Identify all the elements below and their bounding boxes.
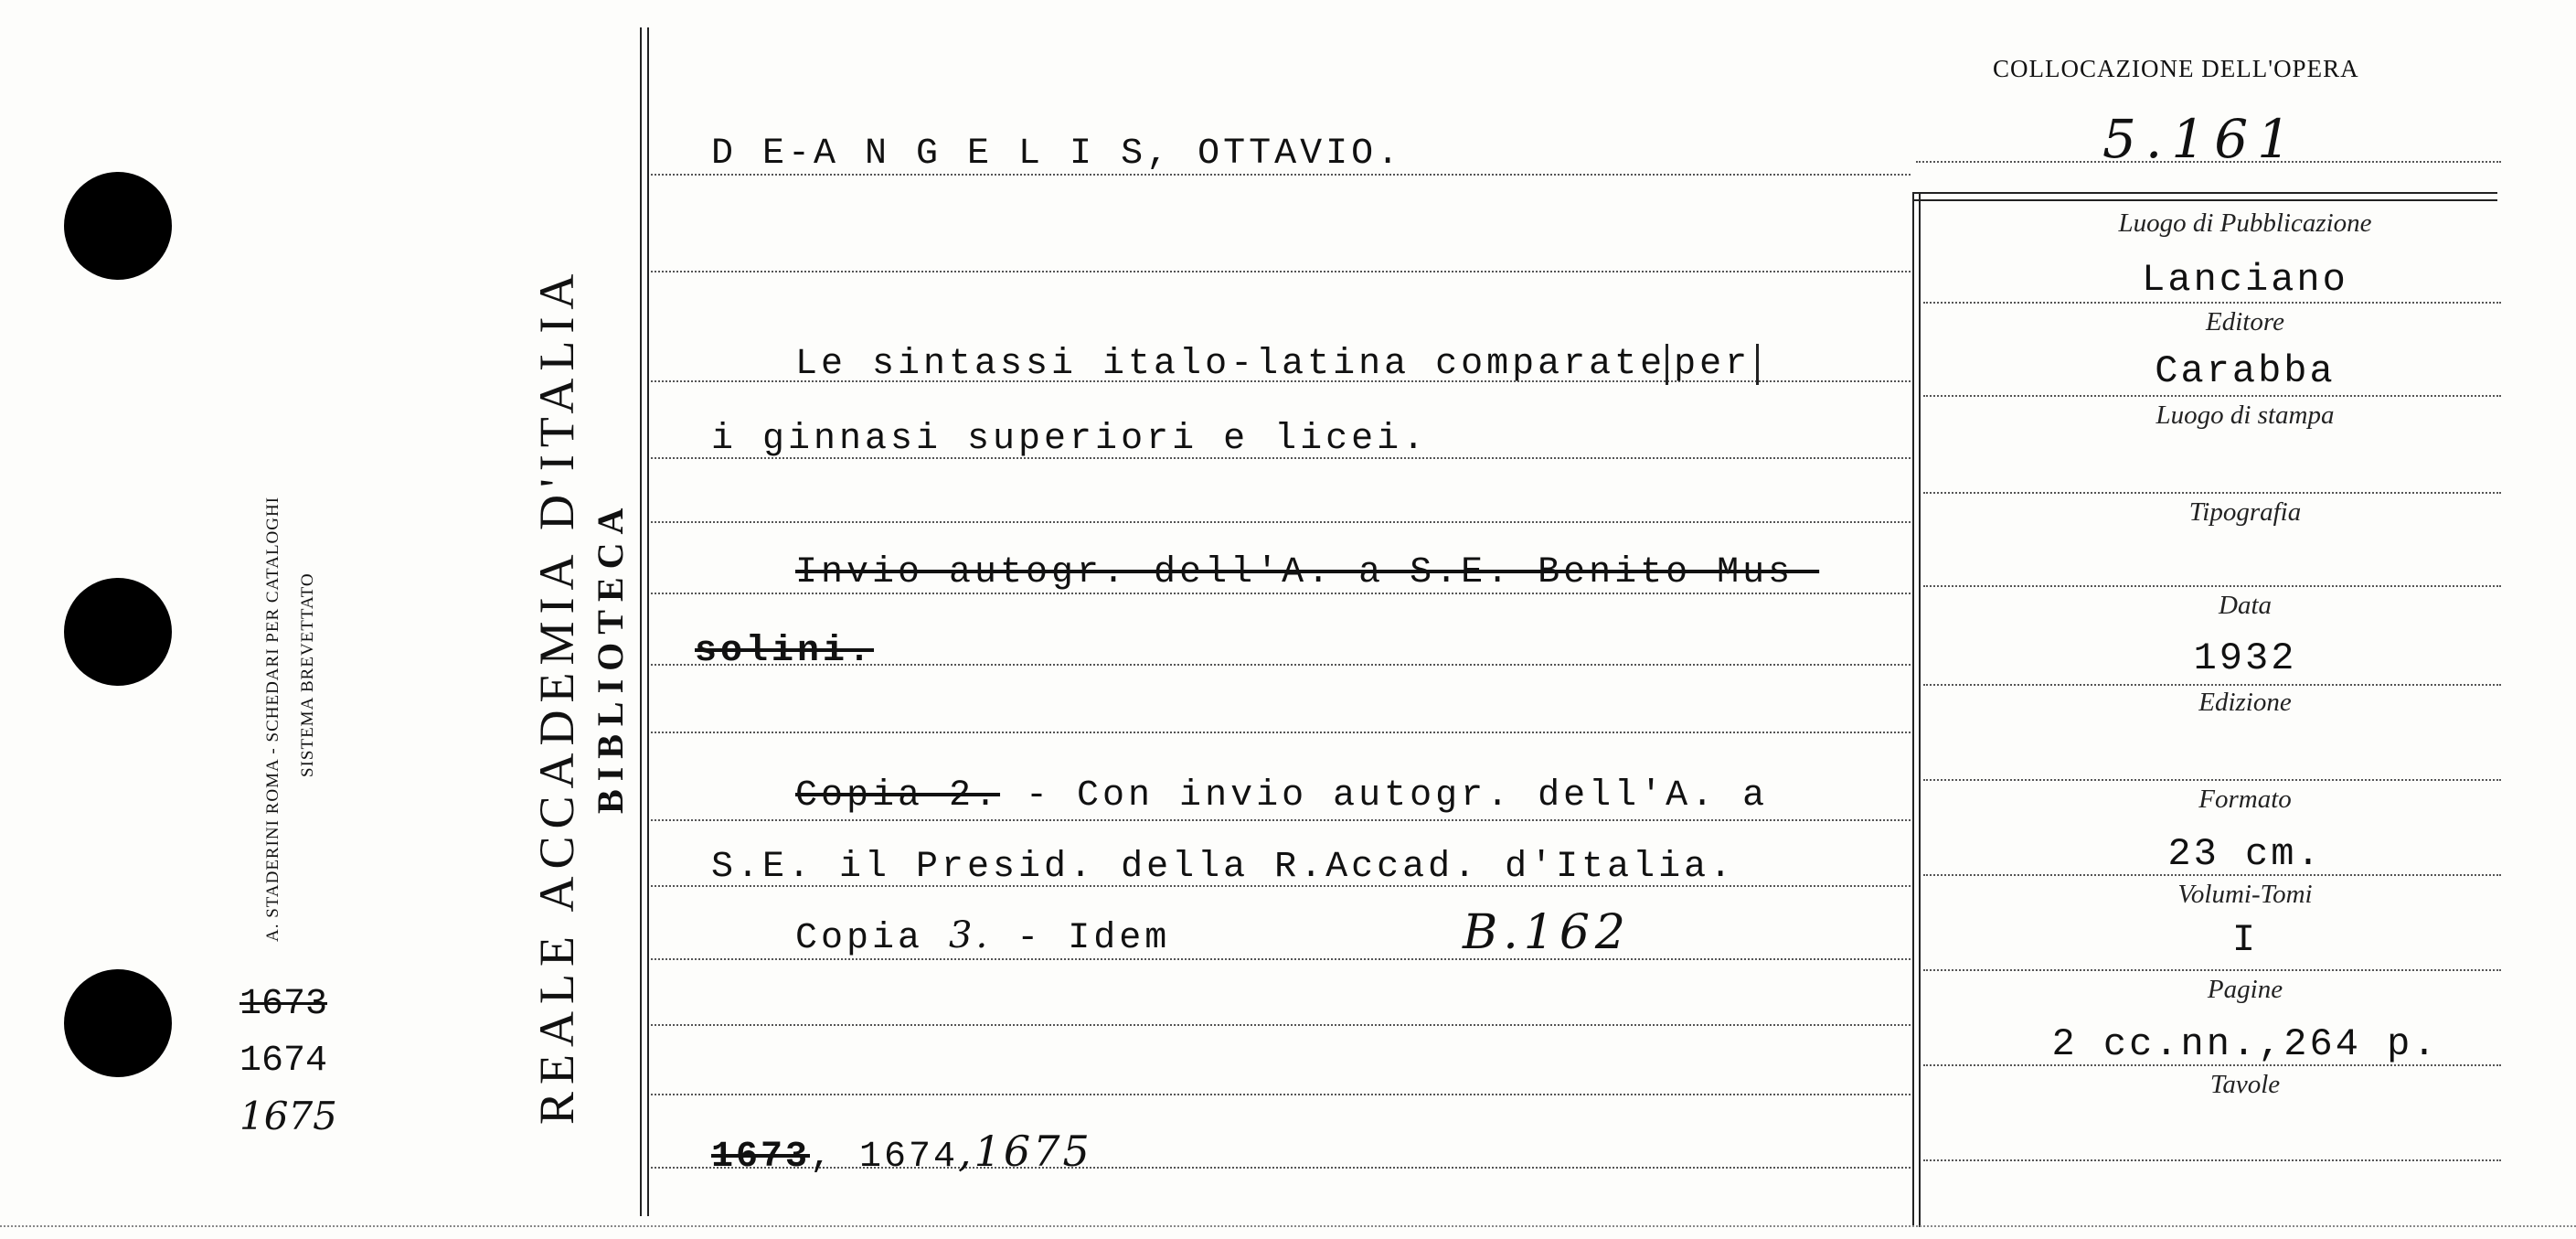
main-line: [651, 1094, 1911, 1095]
copy-3-text: - Idem: [991, 918, 1171, 959]
printer-credit: [263, 497, 283, 942]
struck-note-line-1: Invio autogr. dell'A. a S.E. Benito Mus-: [795, 552, 1820, 593]
formato-value: 23 cm.: [2167, 832, 2323, 876]
luogo-pubblicazione-label: Luogo di Pubblicazione: [2118, 208, 2372, 238]
editore-value: Carabba: [2155, 349, 2336, 393]
panel-rule-1: [1912, 194, 1914, 1227]
formato-label: Formato: [2198, 785, 2292, 814]
editore-label: Editore: [2206, 307, 2284, 336]
pagine-value: 2 cc.nn.,264 p.: [2051, 1022, 2439, 1066]
institution-name: REALE ACCADEMIA D'ITALIA: [529, 266, 584, 1125]
title-boxed-word: per: [1666, 344, 1759, 385]
punch-hole-bottom: [64, 969, 172, 1077]
library-label: BIBLIOTECA: [590, 499, 631, 814]
copy-2-line-1: [795, 775, 1768, 817]
struck-note-line-2: solini.: [695, 631, 875, 672]
panel-line: [1923, 1159, 2501, 1161]
left-rule-1: [640, 27, 642, 1216]
data-value: 1932: [2193, 636, 2297, 680]
main-line: [651, 732, 1911, 733]
punch-hole-top: [64, 172, 172, 280]
author-heading: D E-A N G E L I S, OTTAVIO.: [711, 134, 1403, 175]
title-line-1-text: Le sintassi italo-latina comparate: [795, 344, 1666, 385]
inventory-handwritten: ,1675: [958, 1127, 1092, 1176]
main-line: [651, 1024, 1911, 1026]
inventory-typed: , 1674: [810, 1137, 959, 1178]
bottom-edge-strip: [0, 1225, 2576, 1229]
copy-3-number: 3.: [949, 914, 992, 956]
copy-2-line-1-text: - Con invio autogr. dell'A. a: [1000, 775, 1769, 817]
edizione-label: Edizione: [2198, 688, 2292, 717]
tipografia-label: Tipografia: [2188, 497, 2302, 527]
panel-line: [1923, 779, 2501, 781]
luogo-pubblicazione-value: Lanciano: [2142, 258, 2348, 302]
left-rule-2: [647, 27, 649, 1216]
panel-line: [1923, 492, 2501, 494]
data-label: Data: [2219, 591, 2272, 620]
left-inventory-handwritten: 1675: [240, 1094, 337, 1138]
luogo-stampa-label: Luogo di stampa: [2156, 401, 2335, 430]
main-line: [651, 521, 1911, 523]
printer-credit-line2: SISTEMA BREVETTATO: [298, 572, 317, 777]
panel-line: [1923, 302, 2501, 304]
main-line: [651, 271, 1911, 272]
printer-credit-line1: A. STADERINI ROMA - SCHEDARI PER CATALOGHI: [263, 496, 282, 942]
punch-hole-middle: [64, 578, 172, 686]
panel-line: [1923, 395, 2501, 397]
copy-3-line: [795, 914, 1170, 959]
inventory-line: [711, 1127, 1092, 1178]
tavole-label: Tavole: [2209, 1070, 2281, 1099]
panel-line: [1923, 969, 2501, 971]
copy-2-line-2: S.E. il Presid. della R.Accad. d'Italia.: [711, 847, 1736, 888]
copy-3-label: Copia: [795, 918, 924, 959]
panel-line: [1923, 585, 2501, 587]
panel-line: [1923, 684, 2501, 686]
volumi-value: I: [2231, 918, 2259, 962]
main-line: [651, 819, 1911, 821]
copy-3-shelfmark: B.162: [1463, 905, 1631, 960]
panel-top-rule: [1912, 192, 2497, 201]
collocazione-value: 5.161: [2102, 108, 2301, 170]
printer-credit-2: [298, 572, 318, 777]
collocazione-label: COLLOCAZIONE DELL'OPERA: [1993, 55, 2359, 82]
left-inventory-typed: 1674: [240, 1041, 328, 1082]
left-inventory-struck: 1673: [240, 984, 328, 1025]
copy-2-struck-label: Copia 2.: [795, 775, 1001, 817]
inventory-struck: 1673: [711, 1137, 811, 1178]
title-line-1: [795, 344, 1759, 385]
title-line-2: i ginnasi superiori e licei.: [711, 419, 1429, 460]
pagine-label: Pagine: [2207, 975, 2283, 1004]
volumi-label: Volumi-Tomi: [2177, 880, 2313, 909]
